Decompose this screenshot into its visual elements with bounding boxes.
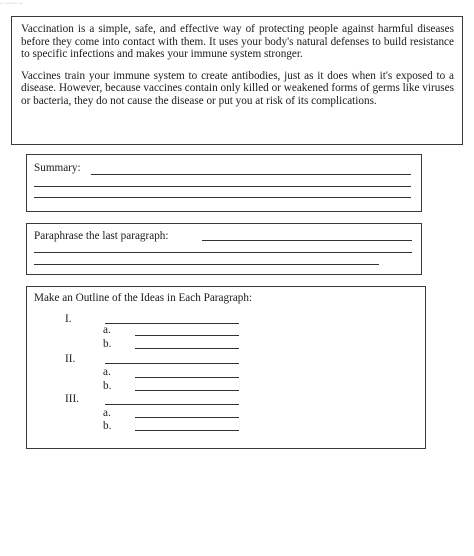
- outline-sub-line-3b[interactable]: [135, 430, 239, 431]
- passage-paragraph-2: Vaccines train your immune system to create antibodies, just as it does when it's exposed to a disease. However, because vaccines contain only killed or weakened forms of germs like viruses or bacteria, they do not cause the disease or put you at risk of its complications.: [21, 69, 454, 107]
- outline-sub-line-2a[interactable]: [135, 377, 239, 378]
- outline-sub-line-3a[interactable]: [135, 417, 239, 418]
- outline-item-2b: b.: [103, 380, 112, 392]
- reading-passage: [11, 16, 463, 145]
- outline-numeral-1: I.: [65, 313, 72, 325]
- outline-main-line-2[interactable]: [105, 363, 239, 364]
- outline-sub-line-1a[interactable]: [135, 335, 239, 336]
- summary-section: [26, 154, 422, 212]
- outline-item-3a: a.: [103, 407, 111, 419]
- summary-answer-line-2[interactable]: [34, 186, 411, 187]
- outline-section: [26, 286, 426, 449]
- outline-item-3b: b.: [103, 420, 112, 432]
- outline-item-2a: a.: [103, 366, 111, 378]
- outline-numeral-2: II.: [65, 353, 76, 365]
- page-header-fragment: ~ ~~~ ~: [0, 0, 23, 8]
- outline-item-1a: a.: [103, 324, 111, 336]
- outline-main-line-1[interactable]: [105, 323, 239, 324]
- outline-item-1b: b.: [103, 338, 112, 350]
- outline-sub-line-2b[interactable]: [135, 390, 239, 391]
- outline-numeral-3: III.: [65, 393, 79, 405]
- paraphrase-answer-line-3[interactable]: [34, 264, 379, 265]
- paraphrase-section: [26, 223, 422, 275]
- passage-paragraph-1: Vaccination is a simple, safe, and effective way of protecting people against harmful diseases before they come into contact with them. It uses your body's natural defenses to build resistance to specific infections and makes your immune system stronger.: [21, 23, 454, 61]
- paraphrase-prompt: Paraphrase the last paragraph:: [34, 230, 169, 242]
- outline-main-line-3[interactable]: [105, 404, 239, 405]
- paraphrase-answer-line-1[interactable]: [202, 240, 412, 241]
- outline-sub-line-1b[interactable]: [135, 348, 239, 349]
- summary-answer-line-3[interactable]: [34, 197, 411, 198]
- summary-answer-line-1[interactable]: [91, 174, 411, 175]
- paraphrase-answer-line-2[interactable]: [34, 252, 412, 253]
- summary-prompt: Summary:: [34, 162, 81, 174]
- outline-title: Make an Outline of the Ideas in Each Paragraph:: [34, 292, 253, 304]
